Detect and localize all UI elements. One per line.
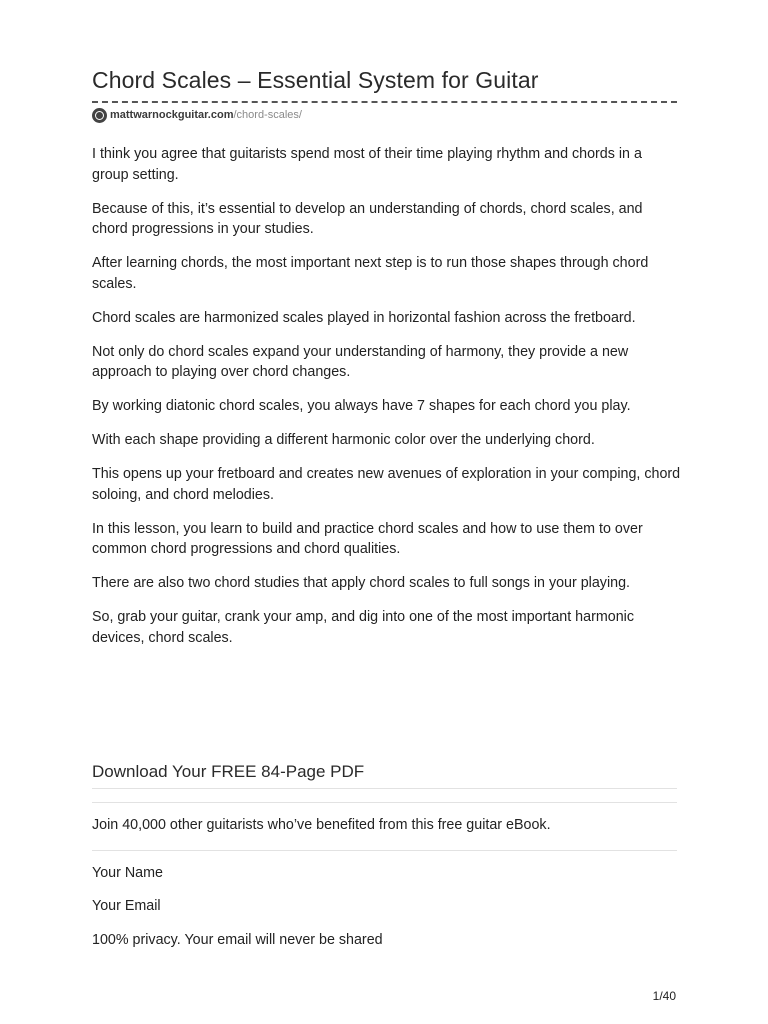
privacy-note: 100% privacy. Your email will never be shared bbox=[92, 932, 383, 948]
source-domain: mattwarnockguitar.com bbox=[110, 109, 234, 121]
paragraph: In this lesson, you learn to build and practice chord scales and how to use them to over common chord progressions and chord qualities. bbox=[92, 520, 643, 557]
paragraph: Not only do chord scales expand your understanding of harmony, they provide a new approach to playing over chord changes. bbox=[92, 343, 629, 380]
paragraph: After learning chords, the most important next step is to run those shapes through chord scales. bbox=[92, 255, 649, 292]
download-heading: Download Your FREE 84-Page PDF bbox=[92, 762, 365, 781]
paragraph: By working diatonic chord scales, you always have 7 shapes for each chord you play. bbox=[92, 398, 631, 414]
name-field-label[interactable]: Your Name bbox=[92, 865, 163, 881]
article-body bbox=[92, 144, 682, 662]
source-link[interactable] bbox=[92, 107, 302, 123]
source-path: /chord-scales/ bbox=[233, 109, 302, 121]
paragraph: So, grab your guitar, crank your amp, and dig into one of the most important harmonic devices, chord scales. bbox=[92, 609, 634, 646]
divider bbox=[92, 788, 677, 789]
site-favicon-icon bbox=[92, 108, 107, 123]
paragraph: There are also two chord studies that apply chord scales to full songs in your playing. bbox=[92, 575, 631, 591]
title-divider bbox=[92, 101, 677, 103]
email-field-label[interactable]: Your Email bbox=[92, 898, 161, 914]
page-number: 1/40 bbox=[652, 989, 676, 1003]
join-text: Join 40,000 other guitarists who’ve benefited from this free guitar eBook. bbox=[92, 817, 551, 833]
divider bbox=[92, 850, 677, 851]
paragraph: This opens up your fretboard and creates new avenues of exploration in your comping, chord soloing, and chord melodies. bbox=[92, 466, 681, 503]
paragraph: With each shape providing a different harmonic color over the underlying chord. bbox=[92, 432, 595, 448]
divider bbox=[92, 802, 677, 803]
page-title: Chord Scales – Essential System for Guitar bbox=[92, 67, 539, 93]
paragraph: Because of this, it’s essential to develop an understanding of chords, chord scales, and chord progressions in your studies. bbox=[92, 200, 643, 237]
paragraph: Chord scales are harmonized scales played in horizontal fashion across the fretboard. bbox=[92, 309, 636, 326]
paragraph: I think you agree that guitarists spend most of their time playing rhythm and chords in a group setting. bbox=[92, 146, 642, 183]
